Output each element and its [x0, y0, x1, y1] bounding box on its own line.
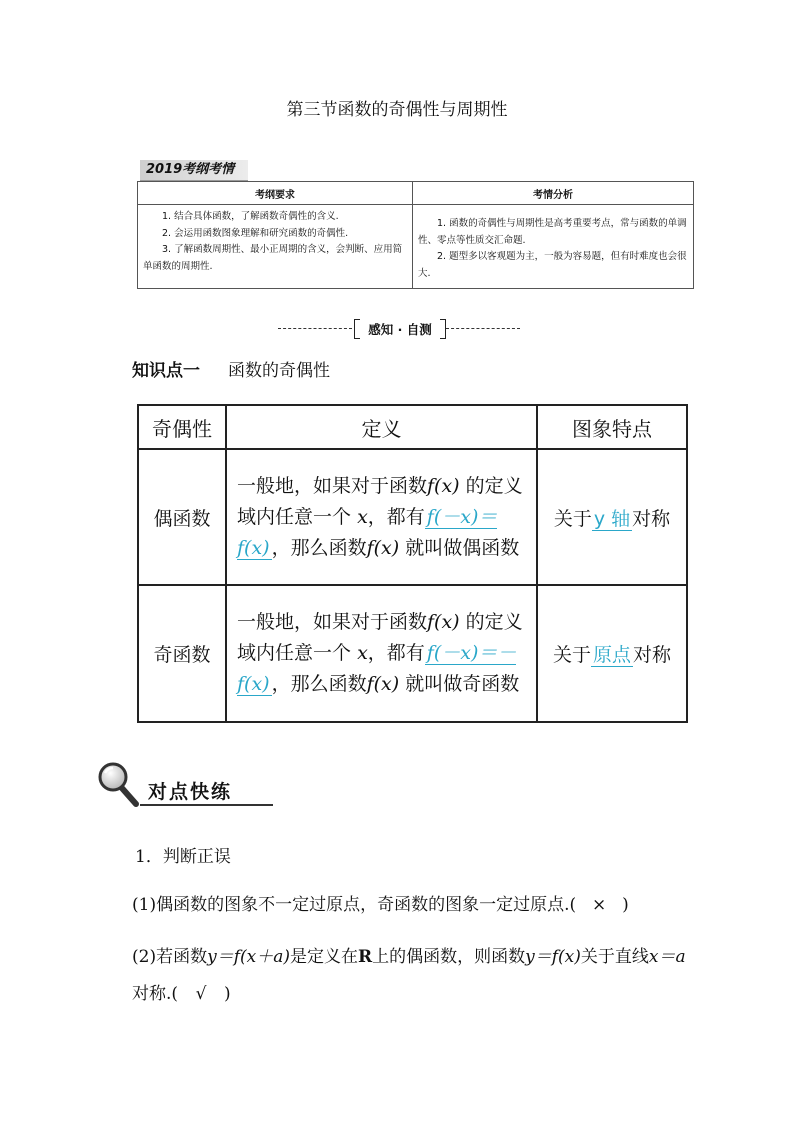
definition-text: ，都有 — [367, 642, 425, 664]
page-title: 第三节函数的奇偶性与周期性 — [286, 100, 508, 120]
definition-text: ，都有 — [367, 505, 425, 528]
answer-mark: × — [592, 895, 607, 915]
answer-bracket: ( — [569, 895, 577, 915]
analysis-header: 考情分析 — [413, 182, 694, 205]
answer-bracket: ) — [224, 984, 231, 1004]
question-item-1 — [132, 890, 629, 915]
even-condition-blank: f(－x)＝f(x) — [237, 505, 498, 559]
table-header-row — [138, 405, 687, 449]
feature-text: 关于 — [553, 507, 592, 530]
odd-condition-blank: f(－x)＝－f(x) — [237, 642, 517, 695]
knowledge-point-number: 知识点一 — [132, 361, 200, 381]
even-function-name: 偶函数 — [138, 449, 226, 585]
right-bracket-icon — [440, 319, 446, 339]
odd-function-definition — [226, 585, 537, 722]
definition-text: 就叫做偶函数 — [405, 536, 520, 559]
definition-math: f(x) — [366, 536, 400, 559]
banner-left-divider — [278, 328, 352, 329]
exam-overview-tag-label: 2019考纲考情 — [146, 162, 235, 177]
question-item-2 — [132, 939, 700, 1013]
knowledge-point-topic: 函数的奇偶性 — [228, 361, 330, 381]
definition-math: f(x) — [427, 611, 460, 633]
odd-graph-feature — [537, 585, 687, 722]
question-text: 对称. — [132, 984, 172, 1004]
feature-text: 关于 — [552, 644, 591, 666]
requirements-cell — [138, 205, 413, 289]
definition-math: f(x) — [427, 474, 460, 497]
definition-text: 一般地，如果对于函数 — [237, 474, 428, 497]
question-math: y＝f(x＋a) — [207, 947, 290, 967]
exam-overview-table — [137, 181, 694, 289]
odd-function-name: 奇函数 — [138, 585, 226, 722]
left-bracket-icon — [354, 319, 360, 339]
practice-title: 对点快练 — [148, 781, 233, 803]
feature-text: 对称 — [632, 507, 671, 530]
question-text: 关于直线 — [580, 947, 649, 967]
requirements-header: 考纲要求 — [138, 182, 413, 205]
section-banner — [270, 317, 525, 341]
header-graph-feature: 图象特点 — [537, 405, 687, 449]
answer-bracket: ( — [171, 984, 179, 1004]
banner-right-divider — [446, 328, 520, 329]
question-text: (1)偶函数的图象不一定过原点，奇函数的图象一定过原点. — [132, 895, 570, 915]
question-text: 是定义在 — [289, 947, 358, 967]
even-graph-feature — [537, 449, 687, 585]
header-definition: 定义 — [226, 405, 537, 449]
analysis-item: 2. 题型多以客观题为主，一般为容易题，但有时难度也会很大. — [418, 251, 687, 279]
banner-label: 感知 · 自测 — [368, 322, 432, 337]
question-math-bold: R — [357, 947, 373, 967]
question-text: 上的偶函数，则函数 — [372, 947, 526, 967]
analysis-cell — [413, 205, 694, 289]
header-parity: 奇偶性 — [138, 405, 226, 449]
question-math: y＝f(x) — [525, 947, 581, 967]
requirement-item: 3. 了解函数周期性、最小正周期的含义，会判断、应用简单函数的周期性. — [143, 244, 403, 272]
odd-feature-blank: 原点 — [592, 644, 631, 666]
table-row — [138, 585, 687, 722]
even-feature-blank: y 轴 — [593, 507, 631, 530]
question-math: x＝a — [648, 947, 686, 967]
magnifier-icon — [96, 760, 140, 808]
practice-title-underline — [140, 804, 273, 806]
knowledge-point-heading — [132, 356, 330, 381]
table-row — [138, 449, 687, 585]
definition-math: f(x) — [366, 673, 400, 695]
even-function-definition — [226, 449, 537, 585]
definition-math: x — [357, 505, 368, 528]
definition-text: ，那么函数 — [271, 536, 367, 559]
answer-mark: √ — [195, 984, 207, 1004]
requirement-item: 1. 结合具体函数，了解函数奇偶性的含义. — [162, 211, 339, 222]
parity-table — [137, 404, 688, 723]
requirement-item: 2. 会运用函数图象理解和研究函数的奇偶性. — [162, 227, 349, 239]
question-title: 1．判断正误 — [135, 847, 231, 867]
analysis-item: 1. 函数的奇偶性与周期性是高考重要考点，常与函数的单调性、零点等性质交汇命题. — [418, 218, 687, 246]
definition-text: 一般地，如果对于函数 — [237, 611, 428, 633]
question-text: (2)若函数 — [132, 947, 208, 967]
banner-box — [354, 319, 446, 338]
definition-text: 的定义域内任意一个 — [237, 474, 523, 528]
feature-text: 对称 — [633, 644, 672, 666]
exam-overview-tag — [140, 160, 248, 181]
answer-bracket: ) — [622, 895, 629, 915]
definition-text: 就叫做奇函数 — [405, 673, 520, 695]
definition-text: ，那么函数 — [271, 673, 367, 695]
definition-math: x — [357, 642, 368, 664]
definition-text: 的定义域内任意一个 — [237, 611, 523, 664]
